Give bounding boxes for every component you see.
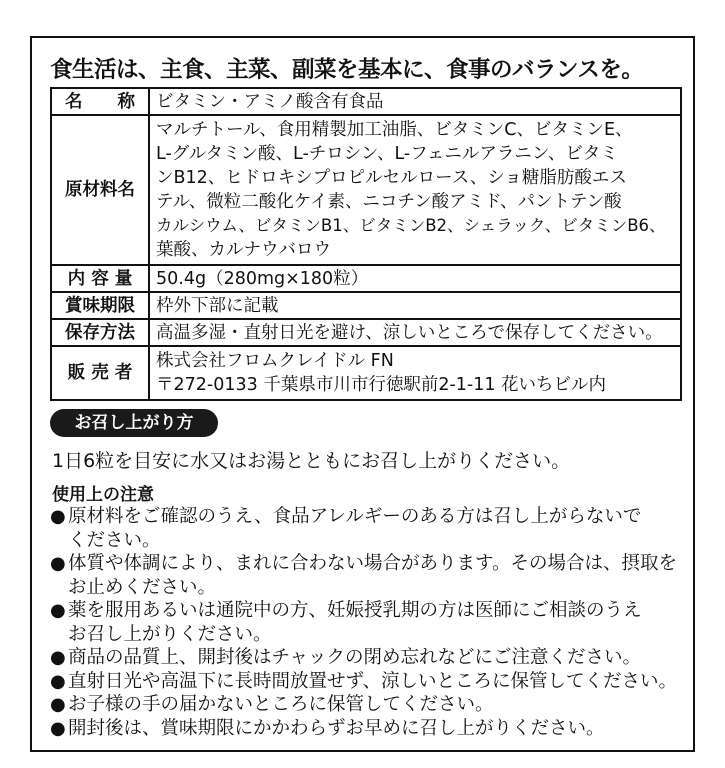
usage-text: 1日6粒を目安に水又はお湯とともにお召し上がりください。: [52, 450, 571, 472]
list-item: [50, 646, 690, 670]
table-row-expiry: [51, 292, 681, 319]
content-label: 内 容 量: [51, 265, 149, 292]
storage-value: 高温多湿・直射日光を避け、涼しいところで保存してください。: [149, 319, 681, 346]
expiry-label: 賞味期限: [51, 292, 149, 319]
table-row-ingredients: [51, 115, 681, 265]
bullet-icon: ●: [50, 670, 66, 692]
caution-line: ください。: [68, 529, 161, 551]
table-row-name: [51, 88, 681, 115]
ingredients-line: ンB12、ヒドロキシプロピルセルロース、ショ糖脂肪酸エス: [156, 168, 627, 188]
list-item: [50, 693, 690, 717]
caution-line: 商品の品質上、開封後はチャックの閉め忘れなどにご注意ください。: [68, 647, 641, 668]
ingredients-line: テル、微粒二酸化ケイ素、ニコチン酸アミド、パントテン酸: [156, 192, 622, 212]
caution-title: 使用上の注意: [52, 485, 154, 505]
caution-line: 開封後は、賞味期限にかかわらずお早めに召し上がりください。: [68, 717, 605, 739]
expiry-value: 枠外下部に記載: [149, 292, 681, 319]
caution-line: 原材料をご確認のうえ、食品アレルギーのある方は召し上がらないで: [68, 506, 642, 527]
caution-line: 体質や体調により、まれに合わない場合があります。その場合は、摂取を: [68, 553, 678, 574]
table-row-content: [51, 265, 681, 292]
list-item: [50, 505, 690, 552]
table-row-seller: [51, 346, 681, 400]
caution-line: お子様の手の届かないところに保管してください。: [68, 694, 494, 715]
headline: 食生活は、主食、主菜、副菜を基本に、食事のバランスを。: [50, 57, 644, 83]
seller-line: 株式会社フロムクレイドル FN: [156, 351, 394, 371]
bullet-icon: ●: [50, 553, 66, 574]
list-item: [50, 599, 690, 646]
ingredients-line: 葉酸、カルナウバロウ: [156, 240, 331, 260]
seller-line: 〒272-0133 千葉県市川市行徳駅前2-1-11 花いちビル内: [156, 375, 607, 395]
storage-label: 保存方法: [51, 319, 149, 346]
caution-line: 薬を服用あるいは通院中の方、妊娠授乳期の方は医師にご相談のうえ: [68, 600, 642, 621]
seller-label: 販 売 者: [51, 346, 149, 400]
usage-badge: お召し上がり方: [50, 409, 218, 437]
bullet-icon: ●: [50, 600, 66, 621]
caution-list: [50, 505, 690, 740]
bullet-icon: ●: [50, 506, 66, 527]
caution-line: 直射日光や高温下に長時間放置せず、涼しいところに保管してください。: [68, 670, 678, 692]
bullet-icon: ●: [50, 647, 66, 668]
bullet-icon: ●: [50, 694, 66, 715]
caution-line: お止めください。: [68, 576, 217, 598]
table-row-storage: [51, 319, 681, 346]
list-item: [50, 717, 690, 741]
info-table: [50, 87, 682, 401]
ingredients-line: L-グルタミン酸、L-チロシン、L-フェニルアラニン、ビタミ: [156, 144, 618, 164]
seller-value: [149, 346, 681, 400]
ingredients-line: カルシウム、ビタミンB1、ビタミンB2、シェラック、ビタミンB6、: [156, 216, 666, 235]
caution-line: お召し上がりください。: [68, 623, 272, 645]
content-value: 50.4g（280mg×180粒）: [149, 265, 681, 292]
name-label: 名 称: [51, 88, 149, 115]
ingredients-value: [149, 115, 681, 265]
bullet-icon: ●: [50, 717, 66, 739]
list-item: [50, 670, 690, 694]
name-value: ビタミン・アミノ酸含有食品: [149, 88, 681, 115]
ingredients-label: 原材料名: [51, 115, 149, 265]
ingredients-line: マルチトール、食用精製加工油脂、ビタミンC、ビタミンE、: [156, 120, 633, 140]
list-item: [50, 552, 690, 599]
